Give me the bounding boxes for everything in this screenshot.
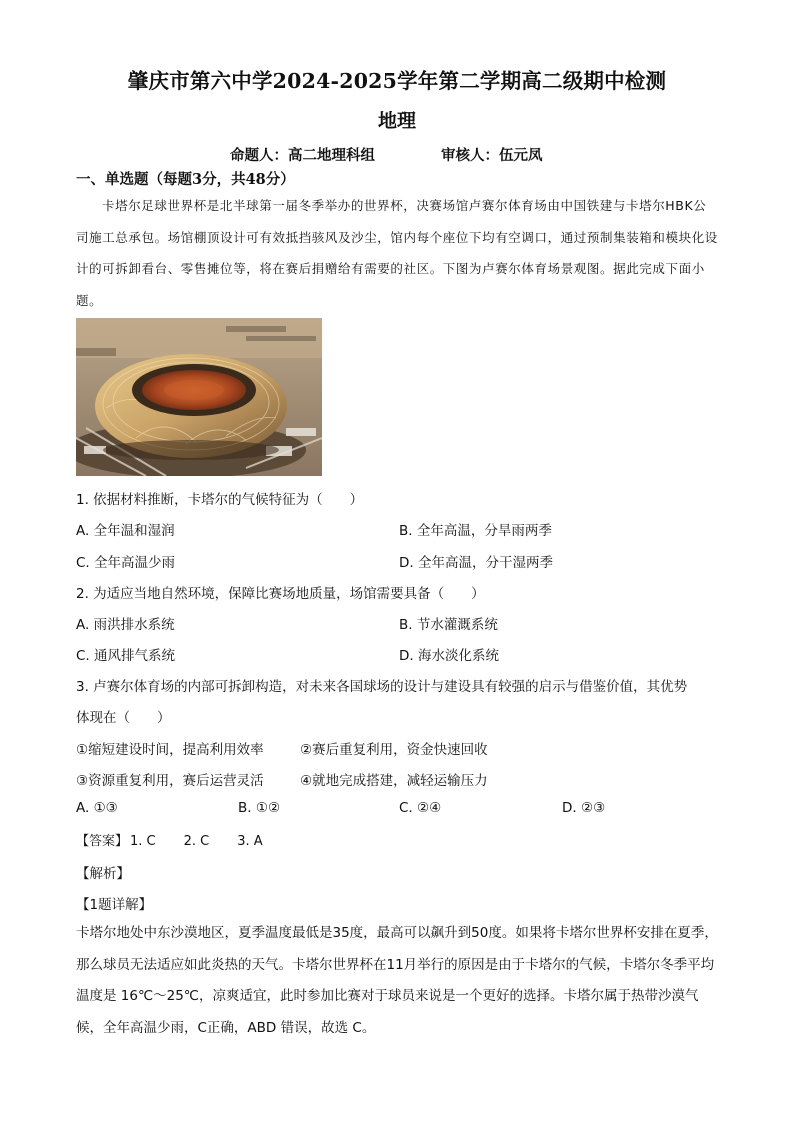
setter: 命题人：高二地理科组 (230, 147, 375, 164)
q3-option-c: C. ②④ (399, 800, 442, 816)
analysis-text: 卡塔尔地处中东沙漠地区，夏季温度最低是35度，最高可以飙升到50度。如果将卡塔尔世界杯安排在夏季，那么球员无法适应如此炎热的天气。卡塔尔世界杯在11月举行的原因是由于卡塔尔的气候，卡塔尔冬季平均温度是 16℃～25℃，凉爽适宜，此时参加比赛对于球员来说是一个更好的选择。卡塔尔属于热带沙漠气候，全年高温少雨，C正确，ABD 错误，故选 C。 (76, 925, 718, 1036)
q1-option-b: B. 全年高温，分旱雨两季 (399, 523, 552, 539)
answer-1: 1. C (130, 834, 156, 849)
question-3-stem-line2: 体现在（ ） (76, 710, 171, 726)
analysis-detail-label: 【1题详解】 (76, 897, 153, 913)
answer-3: 3. A (237, 834, 263, 849)
q3-option-d: D. ②③ (562, 800, 606, 816)
q2-option-d: D. 海水淡化系统 (399, 648, 499, 664)
q3-statement-1: ①缩短建设时间，提高利用效率 (76, 742, 264, 758)
answer-label: 【答案】 (76, 834, 129, 849)
stadium-photo (76, 318, 322, 476)
q2-option-b: B. 节水灌溉系统 (399, 617, 498, 633)
q2-option-a: A. 雨洪排水系统 (76, 617, 175, 633)
q3-statement-2: ②赛后重复利用，资金快速回收 (300, 742, 488, 758)
question-1-stem: 1. 依据材料推断，卡塔尔的气候特征为（ ） (76, 492, 364, 508)
q3-option-a: A. ①③ (76, 800, 118, 816)
q3-statement-3: ③资源重复利用，赛后运营灵活 (76, 773, 264, 789)
analysis-label: 【解析】 (76, 866, 130, 882)
subject-title: 地理 (377, 110, 416, 132)
q1-option-a: A. 全年温和湿润 (76, 523, 175, 539)
author-line (230, 144, 543, 165)
q2-option-c: C. 通风排气系统 (76, 648, 176, 664)
material-text: 卡塔尔足球世界杯是北半球第一届冬季举办的世界杯，决赛场馆卢赛尔体育场由中国铁建与卡塔尔HBK公司施工总承包。场馆棚顶设计可有效抵挡骇风及沙尘，馆内每个座位下均有空调口，通过预制集装箱和模块化设计的可拆卸看台、零售摊位等，将在赛后捐赠给有需要的社区。下图为卢赛尔体育场景观图。据此完成下面小题。 (76, 198, 718, 308)
section-heading: 一、单选题（每题3分，共48分） (76, 171, 295, 188)
question-2-stem: 2. 为适应当地自然环境，保障比赛场地质量，场馆需要具备（ ） (76, 586, 485, 602)
q1-option-c: C. 全年高温少雨 (76, 555, 176, 571)
q3-option-b: B. ①② (238, 800, 281, 816)
answer-line (76, 830, 263, 849)
answer-2: 2. C (183, 834, 210, 849)
question-3-stem-line1: 3. 卢赛尔体育场的内部可拆卸构造，对未来各国球场的设计与建设具有较强的启示与借鉴价值，其优势 (76, 679, 688, 695)
material-paragraph (76, 190, 718, 316)
exam-title: 肇庆市第六中学2024-2025学年第二学期高二级期中检测 (127, 69, 667, 93)
q1-option-d: D. 全年高温，分干湿两季 (399, 555, 553, 571)
q3-statement-4: ④就地完成搭建，减轻运输压力 (300, 773, 488, 789)
reviewer: 审核人：伍元凤 (441, 147, 543, 164)
